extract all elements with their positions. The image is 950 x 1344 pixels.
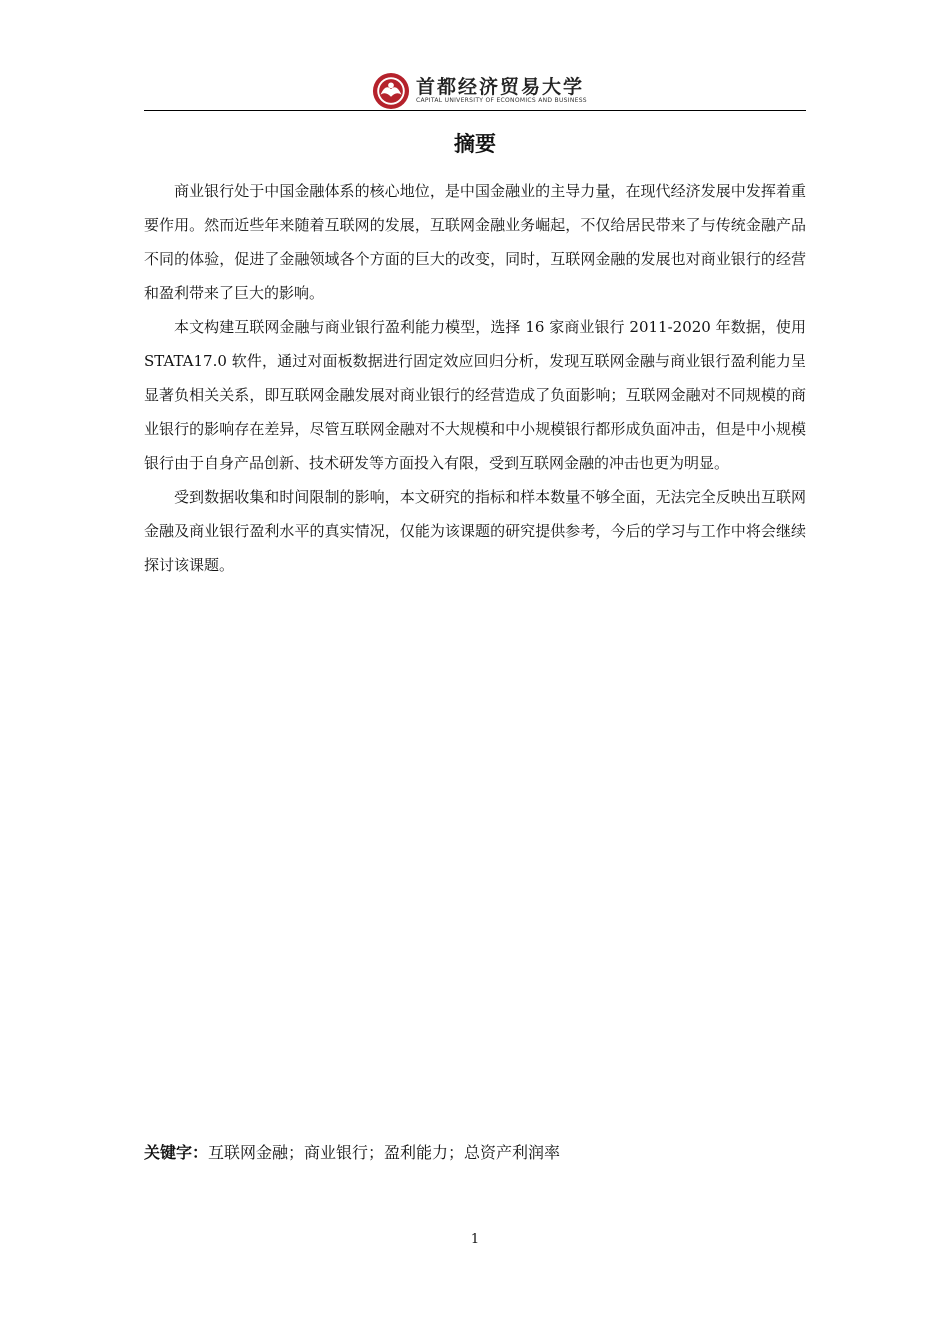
abstract-body <box>144 174 806 582</box>
abstract-paragraph: 受到数据收集和时间限制的影响，本文研究的指标和样本数量不够全面，无法完全反映出互联网金融及商业银行盈利水平的真实情况，仅能为该课题的研究提供参考，今后的学习与工作中将会继续探讨该课题。 <box>144 488 806 574</box>
abstract-paragraph: 本文构建互联网金融与商业银行盈利能力模型，选择 16 家商业银行 2011-2020 年数据，使用 STATA17.0 软件，通过对面板数据进行固定效应回归分析，发现互联网金融与商业银行盈利能力呈显著负相关关系，即互联网金融发展对商业银行的经营造成了负面影响；互联网金融对不同规模的商业银行的影响存在差异，尽管互联网金融对不大规模和中小规模银行都形成负面冲击，但是中小规模银行由于自身产品创新、技术研发等方面投入有限，受到互联网金融的冲击也更为明显。 <box>144 318 806 472</box>
keywords-text: 互联网金融；商业银行；盈利能力；总资产利润率 <box>208 1143 561 1162</box>
keywords-label: 关键字： <box>144 1143 209 1162</box>
logo-chinese-name: 首都经济贸易大学 <box>416 76 585 98</box>
logo-english-name: CAPITAL UNIVERSITY OF ECONOMICS AND BUSINESS <box>416 97 587 104</box>
page-title: 摘要 <box>454 132 496 156</box>
university-logo <box>372 72 587 110</box>
page-number: 1 <box>470 1232 480 1247</box>
page-header <box>144 68 806 112</box>
abstract-paragraph: 商业银行处于中国金融体系的核心地位，是中国金融业的主导力量，在现代经济发展中发挥着重要作用。然而近些年来随着互联网的发展，互联网金融业务崛起，不仅给居民带来了与传统金融产品不同的体验，促进了金融领域各个方面的巨大的改变，同时，互联网金融的发展也对商业银行的经营和盈利带来了巨大的影响。 <box>144 182 806 302</box>
university-seal-icon <box>372 72 410 110</box>
header-rule <box>144 110 806 111</box>
keywords-line <box>144 1138 806 1168</box>
